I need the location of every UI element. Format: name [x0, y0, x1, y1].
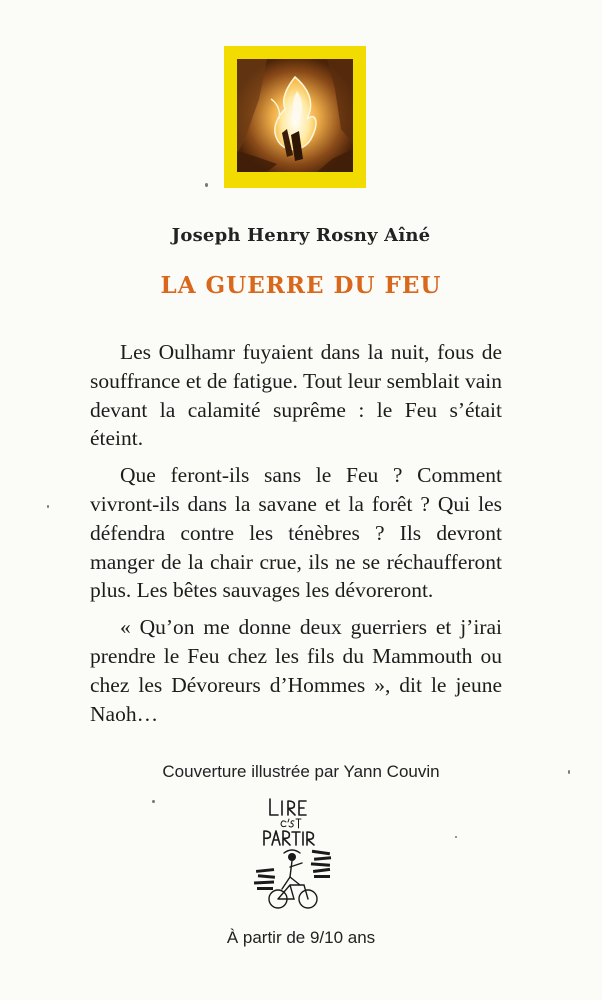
cover-illustration — [237, 59, 353, 172]
series-logo — [248, 795, 344, 917]
scan-speck — [455, 836, 457, 838]
lire-cest-partir-logo-icon — [248, 795, 344, 917]
back-cover-blurb — [90, 338, 502, 736]
blurb-paragraph: Que feront-ils sans le Feu ? Comment vivront-ils dans la savane et la forêt ? Qui les défendra contre les ténèbres ? Ils devront manger de la chair crue, ils ne se réchaufferont plus. Les bêtes sauvages les dévoreront. — [90, 463, 502, 603]
book-title: LA GUERRE DU FEU — [160, 272, 442, 299]
author-name: Joseph Henry Rosny Aîné — [171, 225, 431, 246]
blurb-paragraph: « Qu’on me donne deux guerriers et j’irai prendre le Feu chez les fils du Mammouth ou chez les Dévoreurs d’Hommes », dit le jeune Naoh… — [90, 615, 502, 726]
age-range: À partir de 9/10 ans — [226, 928, 376, 947]
scan-speck — [152, 800, 155, 803]
scan-speck — [47, 505, 49, 508]
scan-speck — [205, 183, 208, 187]
cover-thumbnail-frame — [224, 46, 366, 188]
scan-speck — [568, 770, 570, 774]
blurb-paragraph: Les Oulhamr fuyaient dans la nuit, fous de souffrance et de fatigue. Tout leur semblait vain devant la calamité suprême : le Feu s’était éteint. — [90, 340, 502, 451]
fire-illustration-icon — [237, 59, 353, 172]
cover-credit: Couverture illustrée par Yann Couvin — [162, 762, 440, 781]
